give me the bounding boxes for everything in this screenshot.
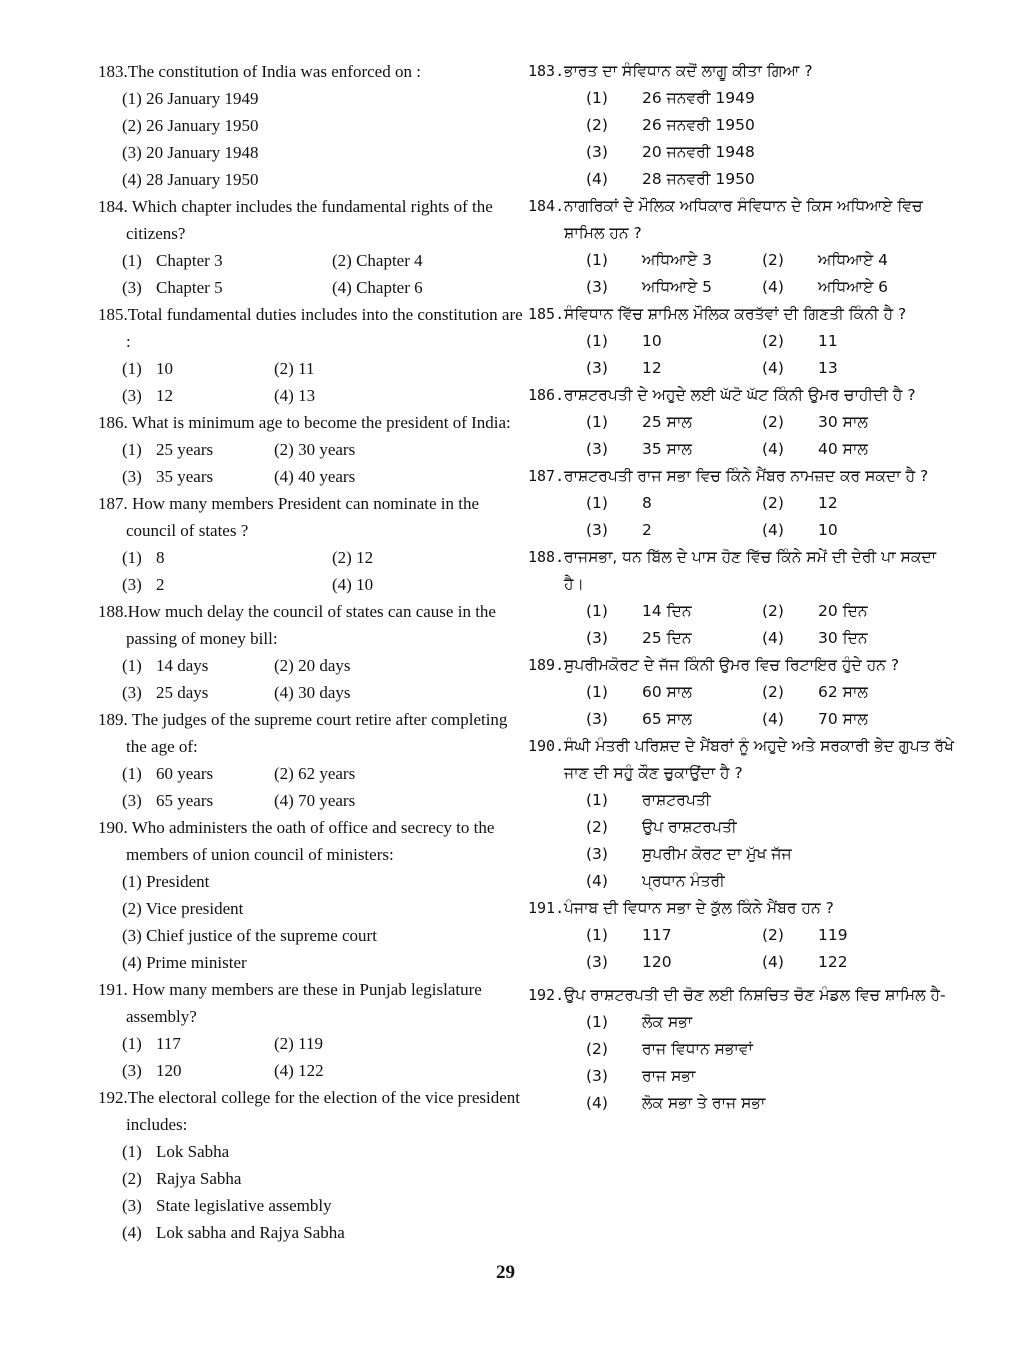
option-3: (3) 20 January 1948 — [122, 143, 259, 162]
option-1: 14 ਦਿਨ — [642, 602, 692, 620]
option-number: (4) — [762, 953, 784, 971]
question-text: ਸੰਵਿਧਾਨ ਵਿੱਚ ਸ਼ਾਮਿਲ ਮੌਲਿਕ ਕਰਤੱਵਾਂ ਦੀ ਗਿਣਤੀ ਕਿੰਨੀ ਹੈ ? — [564, 305, 907, 323]
question-text: 189. The judges of the supreme court retire after completing the age of: — [98, 710, 508, 756]
question-number: 186. — [528, 386, 565, 404]
option-2: (2) Chapter 4 — [332, 251, 423, 270]
option-3: 12 — [156, 386, 173, 405]
option-2: 62 ਸਾਲ — [818, 683, 868, 701]
option-2: (2) 26 January 1950 — [122, 116, 259, 135]
option-4: 30 ਦਿਨ — [818, 629, 868, 647]
question-184-en — [98, 193, 523, 301]
option-4: ਪ੍ਰਧਾਨ ਮੰਤਰੀ — [642, 872, 725, 890]
option-1: 25 ਸਾਲ — [642, 413, 692, 431]
question-text: 187. How many members President can nominate in the council of states ? — [98, 494, 479, 540]
question-190-en — [98, 814, 523, 976]
option-2: 26 ਜਨਵਰੀ 1950 — [642, 116, 755, 134]
option-4: (4) 10 — [332, 575, 374, 594]
option-4: 13 — [818, 359, 838, 377]
option-number: (2) — [762, 683, 784, 701]
option-3: 35 ਸਾਲ — [642, 440, 692, 458]
question-191-en — [98, 976, 523, 1084]
question-text: ਉਪ ਰਾਸ਼ਟਰਪਤੀ ਦੀ ਚੋਣ ਲਈ ਨਿਸ਼ਚਿਤ ਚੋਣ ਮੰਡਲ ਵਿਚ ਸ਼ਾਮਿਲ ਹੈ- — [564, 986, 946, 1004]
option-2: 30 ਸਾਲ — [818, 413, 868, 431]
option-1: (1) President — [122, 872, 210, 891]
option-3: (3) Chief justice of the supreme court — [122, 926, 377, 945]
option-1: 25 years — [156, 440, 214, 459]
option-number: (2) — [122, 1169, 142, 1188]
option-number: (2) — [586, 116, 608, 134]
question-189-pa — [528, 652, 958, 733]
option-1: 26 ਜਨਵਰੀ 1949 — [642, 89, 755, 107]
option-number: (4) — [762, 278, 784, 296]
option-1: 14 days — [156, 656, 209, 675]
option-number: (2) — [762, 413, 784, 431]
option-1: 10 — [642, 332, 662, 350]
question-192-pa — [528, 982, 958, 1117]
option-number: (1) — [122, 764, 142, 783]
question-187-en — [98, 490, 523, 598]
option-number: (2) — [762, 332, 784, 350]
question-number: 184. — [528, 197, 565, 215]
option-3: 25 days — [156, 683, 209, 702]
question-186-en — [98, 409, 523, 490]
option-1: Chapter 3 — [156, 251, 223, 270]
option-number: (3) — [586, 359, 608, 377]
option-2: ਰਾਜ ਵਿਧਾਨ ਸਭਾਵਾਂ — [642, 1040, 753, 1058]
question-text: ਰਾਜਸਭਾ, ਧਨ ਬਿੱਲ ਦੇ ਪਾਸ ਹੋਣ ਵਿੱਚ ਕਿੰਨੇ ਸਮੇਂ ਦੀ ਦੇਰੀ ਪਾ ਸਕਦਾ ਹੈ। — [564, 548, 937, 593]
option-3: 65 ਸਾਲ — [642, 710, 692, 728]
option-number: (1) — [586, 332, 608, 350]
option-number: (3) — [122, 1061, 142, 1080]
question-192-en — [98, 1084, 523, 1246]
question-number: 183. — [528, 62, 565, 80]
option-4: 122 — [818, 953, 848, 971]
question-number: 189. — [528, 656, 565, 674]
option-number: (3) — [586, 1067, 608, 1085]
question-187-pa — [528, 463, 958, 544]
option-number: (1) — [586, 1013, 608, 1031]
option-number: (4) — [762, 710, 784, 728]
option-2: 11 — [818, 332, 838, 350]
option-3: 35 years — [156, 467, 214, 486]
option-number: (3) — [586, 629, 608, 647]
question-text: 188.How much delay the council of states can cause in the passing of money bill: — [98, 602, 496, 648]
option-4: (4) Chapter 6 — [332, 278, 423, 297]
option-2: (2) 20 days — [274, 656, 351, 675]
option-2: Rajya Sabha — [156, 1169, 242, 1188]
option-3: State legislative assembly — [156, 1196, 332, 1215]
question-text: 183.The constitution of India was enforced on : — [98, 62, 421, 81]
option-number: (3) — [586, 521, 608, 539]
option-4: (4) 40 years — [274, 467, 356, 486]
question-190-pa — [528, 733, 958, 895]
option-number: (3) — [122, 467, 142, 486]
option-1: 8 — [156, 548, 165, 567]
option-number: (2) — [586, 818, 608, 836]
question-text: 186. What is minimum age to become the president of India: — [98, 413, 511, 432]
option-4: 10 — [818, 521, 838, 539]
question-text: ਰਾਸ਼ਟਰਪਤੀ ਦੇ ਅਹੁਦੇ ਲਈ ਘੱਟੋ ਘੱਟ ਕਿੰਨੀ ਉਮਰ ਚਾਹੀਦੀ ਹੈ ? — [564, 386, 916, 404]
option-number: (1) — [586, 791, 608, 809]
option-1: ਲੋਕ ਸਭਾ — [642, 1013, 693, 1031]
option-number: (2) — [762, 251, 784, 269]
option-1: ਅਧਿਆਏ 3 — [642, 251, 713, 269]
question-183-en — [98, 58, 523, 193]
option-3: ਰਾਜ ਸਭਾ — [642, 1067, 696, 1085]
option-3: 2 — [156, 575, 165, 594]
option-1: 60 ਸਾਲ — [642, 683, 692, 701]
option-number: (3) — [122, 683, 142, 702]
option-number: (1) — [586, 494, 608, 512]
option-3: 120 — [156, 1061, 182, 1080]
option-4: 28 ਜਨਵਰੀ 1950 — [642, 170, 755, 188]
option-3: ਅਧਿਆਏ 5 — [642, 278, 713, 296]
option-1: 117 — [156, 1034, 181, 1053]
question-text: 190. Who administers the oath of office and secrecy to the members of union council of ministers: — [98, 818, 495, 864]
option-2: (2) 11 — [274, 359, 315, 378]
option-2: (2) 12 — [332, 548, 374, 567]
question-183-pa — [528, 58, 958, 193]
option-4: (4) 28 January 1950 — [122, 170, 259, 189]
option-number: (4) — [762, 629, 784, 647]
option-3: ਸੁਪਰੀਮ ਕੋਰਟ ਦਾ ਮੁੱਖ ਜੱਜ — [642, 845, 792, 863]
option-1: 10 — [156, 359, 173, 378]
option-number: (3) — [122, 278, 142, 297]
option-4: ਲੋਕ ਸਭਾ ਤੇ ਰਾਜ ਸਭਾ — [642, 1094, 766, 1112]
option-3: 2 — [642, 521, 652, 539]
option-number: (2) — [586, 1040, 608, 1058]
option-number: (1) — [122, 656, 142, 675]
option-1: 60 years — [156, 764, 214, 783]
option-3: 12 — [642, 359, 662, 377]
option-number: (3) — [122, 1196, 142, 1215]
question-188-en — [98, 598, 523, 706]
option-4: (4) Prime minister — [122, 953, 247, 972]
option-number: (1) — [122, 440, 142, 459]
option-number: (4) — [762, 359, 784, 377]
option-number: (1) — [122, 251, 142, 270]
question-number: 190. — [528, 737, 565, 755]
option-number: (3) — [586, 953, 608, 971]
question-text: 185.Total fundamental duties includes into the constitution are : — [98, 305, 523, 351]
option-1: (1) 26 January 1949 — [122, 89, 259, 108]
option-4: Lok sabha and Rajya Sabha — [156, 1223, 345, 1242]
punjabi-column — [528, 58, 958, 1117]
page-number: 29 — [496, 1262, 515, 1283]
option-4: ਅਧਿਆਏ 6 — [818, 278, 889, 296]
question-text: 191. How many members are these in Punjab legislature assembly? — [98, 980, 482, 1026]
option-2: 119 — [818, 926, 848, 944]
option-1: 117 — [642, 926, 672, 944]
option-number: (1) — [586, 413, 608, 431]
question-186-pa — [528, 382, 958, 463]
question-text: 184. Which chapter includes the fundamental rights of the citizens? — [98, 197, 493, 243]
option-3: 65 years — [156, 791, 214, 810]
question-text: ਪੰਜਾਬ ਦੀ ਵਿਧਾਨ ਸਭਾ ਦੇ ਕੁੱਲ ਕਿੰਨੇ ਮੈਂਬਰ ਹਨ ? — [564, 899, 834, 917]
option-number: (4) — [586, 872, 608, 890]
option-number: (3) — [586, 143, 608, 161]
question-number: 187. — [528, 467, 565, 485]
option-number: (4) — [762, 440, 784, 458]
option-2: (2) 62 years — [274, 764, 356, 783]
option-2: (2) 119 — [274, 1034, 323, 1053]
option-3: 120 — [642, 953, 672, 971]
option-number: (4) — [762, 521, 784, 539]
option-number: (1) — [586, 683, 608, 701]
option-number: (4) — [586, 170, 608, 188]
option-4: 70 ਸਾਲ — [818, 710, 868, 728]
question-191-pa — [528, 895, 958, 976]
option-number: (4) — [122, 1223, 142, 1242]
option-number: (2) — [762, 926, 784, 944]
option-number: (1) — [586, 602, 608, 620]
option-1: ਰਾਸ਼ਟਰਪਤੀ — [642, 791, 711, 809]
option-3: Chapter 5 — [156, 278, 223, 297]
option-2: (2) 30 years — [274, 440, 356, 459]
option-2: 12 — [818, 494, 838, 512]
option-number: (1) — [586, 251, 608, 269]
question-text: 192.The electoral college for the election of the vice president includes: — [98, 1088, 520, 1134]
option-number: (4) — [586, 1094, 608, 1112]
question-189-en — [98, 706, 523, 814]
question-text: ਸੰਘੀ ਮੰਤਰੀ ਪਰਿਸ਼ਦ ਦੇ ਮੈਂਬਰਾਂ ਨੂੰ ਅਹੁਦੇ ਅਤੇ ਸਰਕਾਰੀ ਭੇਦ ਗੁਪਤ ਰੱਖੇ ਜਾਣ ਦੀ ਸਹੁੰ ਕੌਣ ਚੁਕਾਉਂਦਾ ਹੈ ? — [564, 737, 954, 782]
option-4: 40 ਸਾਲ — [818, 440, 868, 458]
option-4: (4) 30 days — [274, 683, 351, 702]
option-2: 20 ਦਿਨ — [818, 602, 868, 620]
option-number: (3) — [586, 845, 608, 863]
question-185-pa — [528, 301, 958, 382]
option-number: (3) — [122, 386, 142, 405]
option-number: (3) — [586, 278, 608, 296]
question-text: ਸੁਪਰੀਮਕੋਰਟ ਦੇ ਜੱਜ ਕਿੰਨੀ ਉਮਰ ਵਿਚ ਰਿਟਾਇਰ ਹੁੰਦੇ ਹਨ ? — [564, 656, 900, 674]
option-number: (3) — [586, 440, 608, 458]
english-column — [98, 58, 523, 1246]
option-2: ਅਧਿਆਏ 4 — [818, 251, 889, 269]
option-1: 8 — [642, 494, 652, 512]
option-number: (1) — [122, 1034, 142, 1053]
question-text: ਰਾਸ਼ਟਰਪਤੀ ਰਾਜ ਸਭਾ ਵਿਚ ਕਿੰਨੇ ਮੈਂਬਰ ਨਾਮਜ਼ਦ ਕਰ ਸਕਦਾ ਹੈ ? — [564, 467, 929, 485]
option-2: (2) Vice president — [122, 899, 244, 918]
option-number: (3) — [586, 710, 608, 728]
question-185-en — [98, 301, 523, 409]
option-4: (4) 122 — [274, 1061, 324, 1080]
question-text: ਭਾਰਤ ਦਾ ਸੰਵਿਧਾਨ ਕਦੋਂ ਲਾਗੂ ਕੀਤਾ ਗਿਆ ? — [564, 62, 813, 80]
option-1: Lok Sabha — [156, 1142, 230, 1161]
option-number: (2) — [762, 602, 784, 620]
question-number: 192. — [528, 986, 565, 1004]
option-4: (4) 13 — [274, 386, 316, 405]
option-3: 20 ਜਨਵਰੀ 1948 — [642, 143, 755, 161]
option-3: 25 ਦਿਨ — [642, 629, 692, 647]
question-184-pa — [528, 193, 958, 301]
option-number: (3) — [122, 791, 142, 810]
question-number: 188. — [528, 548, 565, 566]
option-number: (1) — [122, 1142, 142, 1161]
option-4: (4) 70 years — [274, 791, 356, 810]
option-2: ਉਪ ਰਾਸ਼ਟਰਪਤੀ — [642, 818, 737, 836]
option-number: (1) — [122, 548, 142, 567]
question-188-pa — [528, 544, 958, 652]
question-text: ਨਾਗਰਿਕਾਂ ਦੇ ਮੌਲਿਕ ਅਧਿਕਾਰ ਸੰਵਿਧਾਨ ਦੇ ਕਿਸ ਅਧਿਆਏ ਵਿਚ ਸ਼ਾਮਿਲ ਹਨ ? — [564, 197, 923, 242]
option-number: (2) — [762, 494, 784, 512]
question-number: 185. — [528, 305, 565, 323]
option-number: (1) — [122, 359, 142, 378]
option-number: (1) — [586, 926, 608, 944]
question-number: 191. — [528, 899, 565, 917]
option-number: (3) — [122, 575, 142, 594]
option-number: (1) — [586, 89, 608, 107]
